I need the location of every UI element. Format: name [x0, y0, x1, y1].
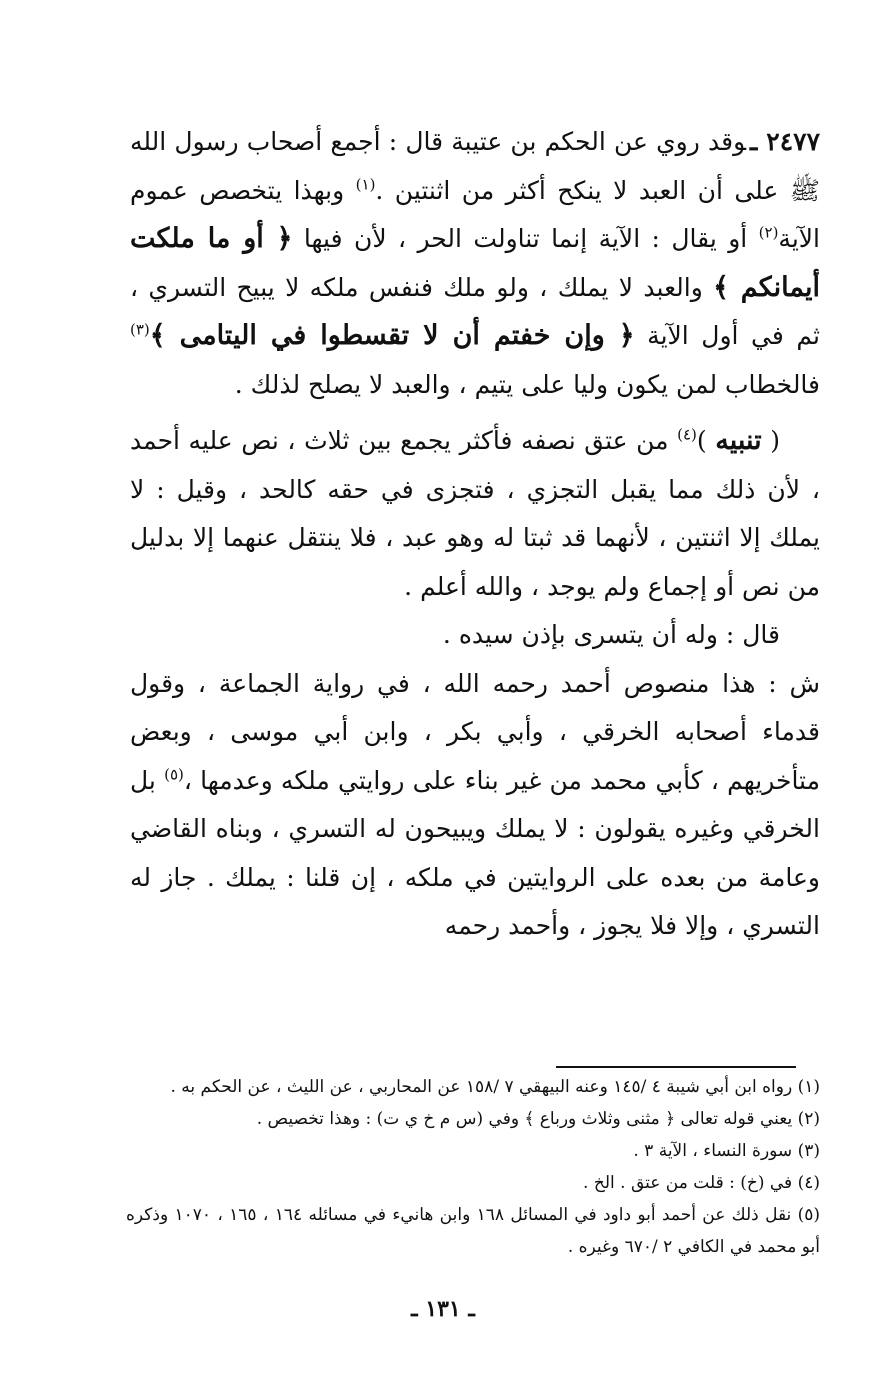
bracket-close: )	[696, 426, 716, 455]
bracket-open: (	[761, 426, 780, 455]
text-segment: وقد روي عن الحكم بن عتيبة قال : أجمع أصحاب رسول الله ﷺ على أن العبد لا ينكح أكثر من اثنتين .	[130, 127, 820, 205]
paragraph-sharh	[130, 660, 820, 951]
footnote-ref-2: (٢)	[758, 223, 779, 242]
text-segment: أو يقال : الآية إنما تناولت الحر ، لأن فيها	[292, 224, 759, 253]
text-segment: والعبد لا يملك ، ولو ملك فنفس ملكه لا يبيح التسري ، ثم في أول الآية	[130, 272, 820, 350]
footnote-2: (٢) يعني قوله تعالى ﴿ مثنى وثلاث ورباع ﴾ وفي (س م خ ي ت) : وهذا تخصيص .	[256, 1109, 820, 1129]
footnote-3: (٣) سورة النساء ، الآية ٣ .	[633, 1141, 820, 1161]
text-segment: وبهذا يتخصص عموم الآية	[130, 175, 820, 253]
main-text	[130, 118, 820, 951]
note-label: تنبيه	[715, 425, 762, 456]
paragraph-note	[130, 417, 820, 611]
footnote-5: (٥) نقل ذلك عن أحمد أبو داود في المسائل ١٦٨ وابن هانيء في مسائله ١٦٤ ، ١٦٥ ، ١٠٧٠ وذكره أبو محمد في الكافي ٢ /٦٧٠ وغيره .	[126, 1205, 821, 1257]
text-segment: فالخطاب لمن يكون وليا على يتيم ، والعبد لا يصلح لذلك .	[234, 369, 820, 399]
text-segment: بل الخرقي وغيره يقولون : لا يملك ويبيحون له التسري ، وبناه القاضي وعامة من بعده على الروايتين في ملكه ، إن قلنا : يملك . جاز له التسري ، وإلا فلا يجوز ، وأحمد رحمه	[130, 765, 820, 940]
footnote-4: (٤) في (خ) : قلت من عتق . الخ .	[583, 1173, 820, 1193]
footnote-ref-4: (٤)	[677, 425, 697, 444]
footnote-separator	[556, 1066, 796, 1068]
issue-number: ٢٤٧٧ ـ	[750, 127, 820, 156]
quran-quote: ﴿ وإن خفتم أن لا تقسطوا في اليتامى ﴾	[149, 320, 635, 351]
footnote-1: (١) رواه ابن أبي شيبة ٤ /١٤٥ وعنه البيهقي ٧ /١٥٨ عن المحاربي ، عن الليث ، عن الحكم به .	[170, 1077, 820, 1097]
footnote-ref-5: (٥)	[164, 765, 184, 784]
text-segment: ش : هذا منصوص أحمد رحمه الله ، في رواية الجماعة ، وقول قدماء أصحابه الخرقي ، وأبي بكر ، وابن أبي موسى ، وبعض متأخريهم ، كأبي محمد من غير بناء على روايتي ملكه وعدمها ،	[130, 668, 820, 795]
quran-quote: ﴿ أو ما ملكت أيمانكم ﴾	[130, 223, 820, 303]
footnote-ref-1: (١)	[355, 175, 376, 194]
page-number: ـ ١٣١ ـ	[411, 1296, 475, 1322]
footnotes	[126, 1071, 820, 1263]
text-segment: من عتق نصفه فأكثر يجمع بين ثلاث ، نص عليه أحمد ، لأن ذلك مما يقبل التجزي ، فتجزى في حقه كالحد ، وقيل : لا يملك إلا اثنتين ، لأنهما قد ثبتا له وهو عبد ، فلا ينتقل عنهما إلا بدليل من نص أو إجماع ولم يوجد ، والله أعلم .	[130, 426, 820, 601]
footnote-ref-3: (٣)	[130, 320, 150, 339]
paragraph-matn: قال : وله أن يتسرى بإذن سيده .	[442, 620, 780, 649]
paragraph-2477	[130, 118, 820, 409]
